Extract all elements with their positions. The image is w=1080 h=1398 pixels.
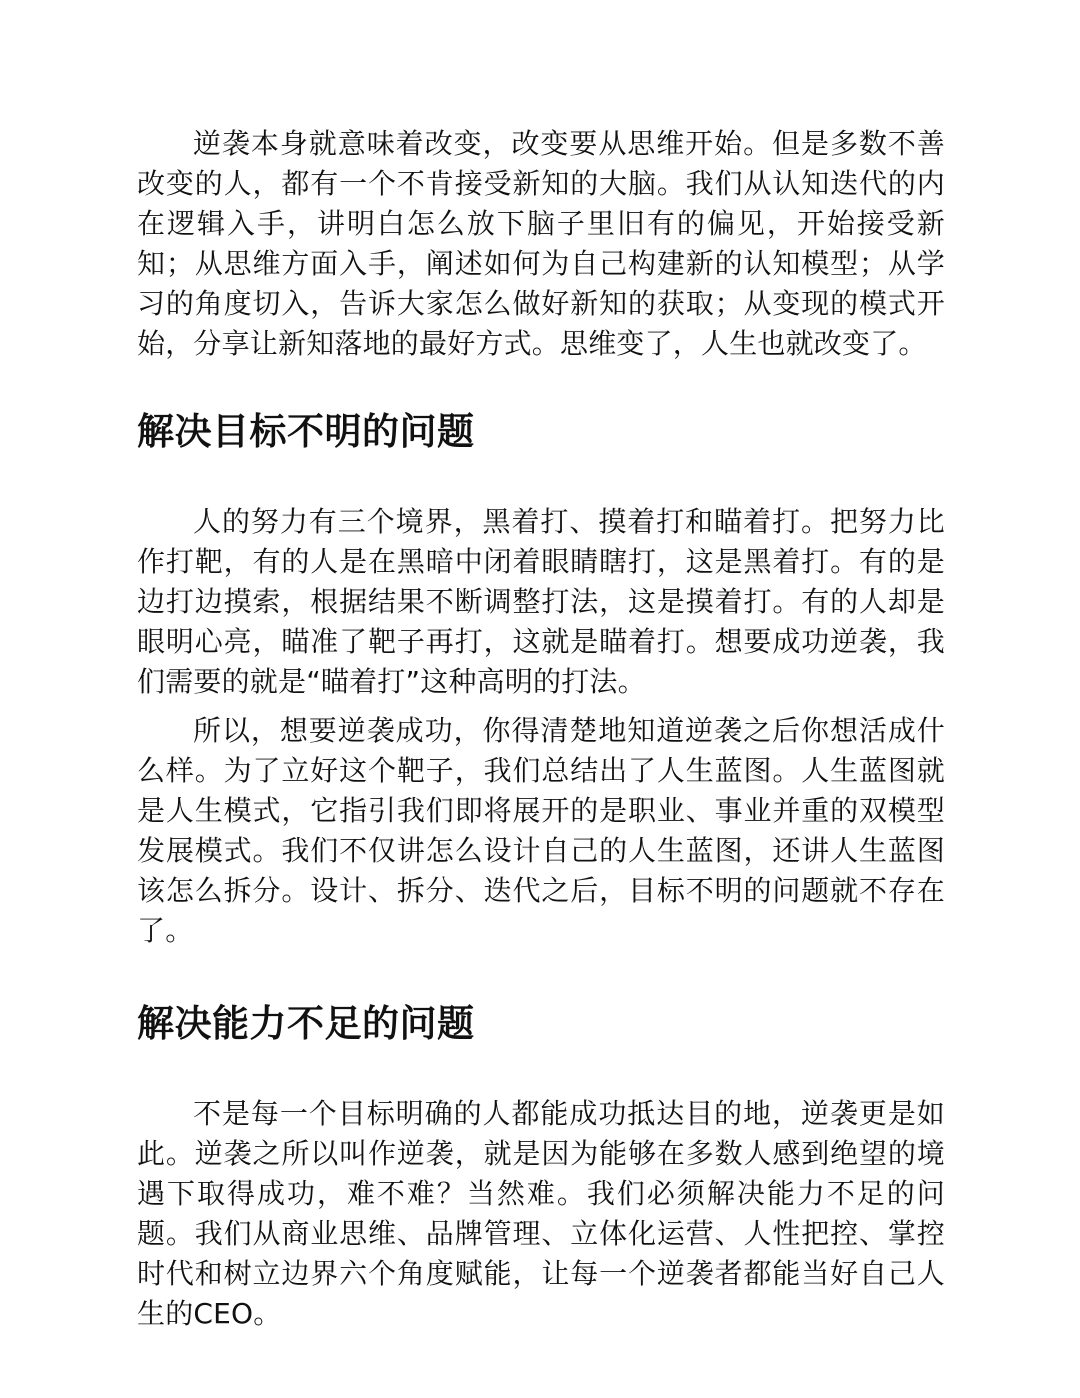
goal-paragraph-1: 人的努力有三个境界，黑着打、摸着打和瞄着打。把努力比作打靶，有的人是在黑暗中闭着眼睛瞎打，这是黑着打。有的是边打边摸索，根据结果不断调整打法，这是摸着打。有的人却是眼明心亮，瞄准了靶子再打，这就是瞄着打。想要成功逆袭，我们需要的就是“瞄着打”这种高明的打法。 [137, 505, 945, 698]
section-heading-ability: 解决能力不足的问题 [137, 1002, 475, 1045]
document-page [137, 124, 945, 1334]
section-heading-goal: 解决目标不明的问题 [137, 410, 475, 453]
intro-paragraph: 逆袭本身就意味着改变，改变要从思维开始。但是多数不善改变的人，都有一个不肯接受新知的大脑。我们从认知迭代的内在逻辑入手，讲明白怎么放下脑子里旧有的偏见，开始接受新知；从思维方面入手，阐述如何为自己构建新的认知模型；从学习的角度切入，告诉大家怎么做好新知的获取；从变现的模式开始，分享让新知落地的最好方式。思维变了，人生也就改变了。 [137, 127, 945, 360]
goal-paragraph-2: 所以，想要逆袭成功，你得清楚地知道逆袭之后你想活成什么样。为了立好这个靶子，我们总结出了人生蓝图。人生蓝图就是人生模式，它指引我们即将展开的是职业、事业并重的双模型发展模式。我们不仅讲怎么设计自己的人生蓝图，还讲人生蓝图该怎么拆分。设计、拆分、迭代之后，目标不明的问题就不存在了。 [137, 714, 945, 947]
ability-paragraph-1: 不是每一个目标明确的人都能成功抵达目的地，逆袭更是如此。逆袭之所以叫作逆袭，就是因为能够在多数人感到绝望的境遇下取得成功，难不难？当然难。我们必须解决能力不足的问题。我们从商业思维、品牌管理、立体化运营、人性把控、掌控时代和树立边界六个角度赋能，让每一个逆袭者都能当好自己人生的CEO。 [137, 1097, 945, 1330]
